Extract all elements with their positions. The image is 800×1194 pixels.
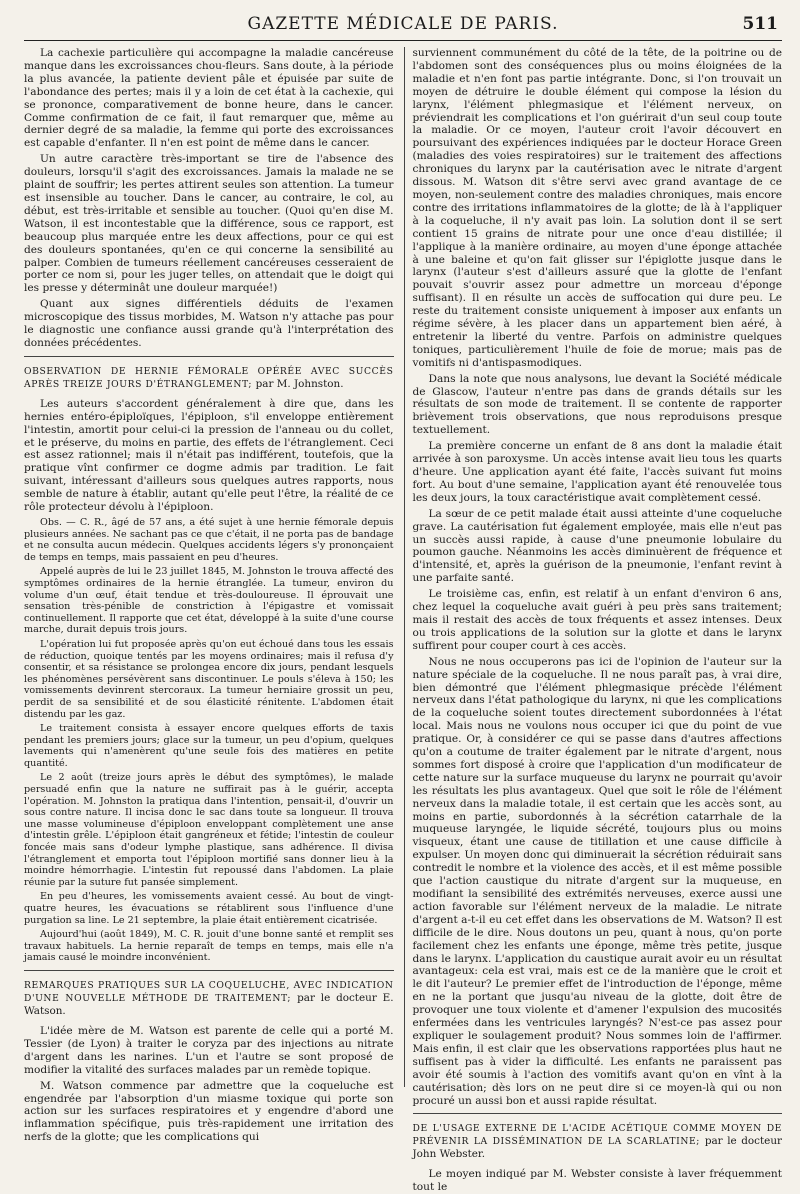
paragraph: Le troisième cas, enfin, est relatif à un enfant d'environ 6 ans, chez lequel la coqueluche avait guéri à peu près sans traitement; mais il restait des accès de toux fréquents et assez intenses. Deux ou trois applications de la solution sur la glotte et dans le larynx suffirent pour couper court à ces accès. — [412, 588, 782, 652]
paragraph: La cachexie particulière qui accompagne la maladie cancéreuse manque dans les excroissances chou-fleurs. Sans doute, à la période la plus avancée, la patiente devient pâle et épuisée par suite de l'abondance des pertes; mais il y a loin de cet état à la cachexie, qui se prononce, comparativement de bonne heure, dans le cancer. Comme confirmation de ce fait, il faut remarquer que, même au dernier degré de sa maladie, la femme qui porte des excroissances est capable d'enfanter. Il n'en est point de même dans le cancer. — [24, 47, 394, 150]
paragraph: Nous ne nous occuperons pas ici de l'opinion de l'auteur sur la nature spéciale de la coqueluche. Il ne nous paraît pas, à vrai dire, bien démontré que l'élément phlegmasique précède l'élément nerveux dans l'état pathologique du larynx, ni que les complications de la coqueluche soient toutes directement subordonnées à l'état local. Mais nous ne voulons nous occuper ici que du point de vue pratique. Or, à considérer ce qui se passe dans d'autres affections qu'on a coutume de traiter également par le nitrate d'argent, nous sommes fort disposé à croire que l'application d'un modificateur de cette nature sur la surface muqueuse du larynx ne pourrait qu'avoir les résultats les plus avantageux. Quel que soit le rôle de l'élément nerveux dans la maladie totale, il est certain que les accès sont, au moins en partie, subordonnés à la sécrétion catarrhale de la muqueuse laryngée, le liquide sécrété, toujours plus ou moins visqueux, étant une cause de titillation et une cause difficile à expulser. Un moyen donc qui diminuerait la sécrétion réduirait sans contredit le nombre et la violence des accès, et il est même possible que l'action caustique du nitrate d'argent sur la muqueuse, en modifiant la sensibilité des extrémités nerveuses, exerce aussi une action favorable sur l'élément nerveux de la maladie. Le nitrate d'argent a-t-il eu cet effet dans les observations de M. Watson? Il est difficile de le dire. Nous doutons un peu, quant à nous, qu'on porte facilement chez les enfants une éponge, même très petite, jusque dans le larynx. L'application du caustique aurait avoir eu un résultat avantageux: cela est vrai, mais est ce de la manière que le croit et le dit l'auteur? Le premier effet de l'introduction de l'éponge, même en ne la portant que jusqu'au niveau de la glotte, doit être de provoquer une toux violente et d'amener l'expulsion des mucosités enfermées dans les ventricules laryngés? N'est-ce pas assez pour expliquer le soulagement produit? Nous sommes loin de l'affirmer. Mais enfin, il est clair que les observations rapportées plus haut ne suffisent pas à vider la difficulté. Les enfants ne paraissent pas avoir été soumis à l'action des vomitifs avant qu'on en vînt à la cautérisation; dès lors on ne peut dire si ce moyen-là qui ou non procuré un aussi bon et aussi rapide résultat. — [412, 655, 782, 1107]
section-heading-scarlatine — [413, 1123, 783, 1161]
paragraph: Quant aux signes différentiels déduits de l'examen microscopique des tissus morbides, M. Watson n'y attache pas pour le diagnostic une confiance aussi grande qu'à l'interprétation des données précédentes. — [24, 298, 394, 349]
section-byline: par le docteur E. Watson. — [24, 991, 394, 1017]
section-byline: par M. Johnston. — [255, 377, 344, 390]
observation-paragraph: Le traitement consista à essayer encore quelques efforts de taxis pendant les premiers jours; glace sur la tumeur, un peu d'opium, quelques lavements qui n'amenèrent qu'une seule fois des matières en petite quantité. — [24, 723, 394, 769]
running-title: GAZETTE MÉDICALE DE PARIS. — [247, 14, 559, 34]
observation-paragraph: Appelé auprès de lui le 23 juillet 1845, M. Johnston le trouva affecté des symptômes ordinaires de la hernie étranglée. La tumeur, environ du volume d'un œuf, était tendue et très-douloureuse. Il éprouvait une sensation très-pénible de constriction à l'épigastre et vomissait continuellement. Il rapporte que cet état, développé à la suite d'une course marche, durait depuis trois jours. — [24, 566, 394, 636]
paragraph: M. Watson commence par admettre que la coqueluche est engendrée par l'absorption d'un miasme toxique qui porte son action sur les surfaces respiratoires et y engendre d'abord une inflammation spécifique, puis très-rapidement une irritation des nerfs de la glotte; que les complications qui — [24, 1079, 394, 1144]
page-number: 511 — [742, 14, 778, 34]
paragraph: surviennent communément du côté de la tête, de la poitrine ou de l'abdomen sont des conséquences plus ou moins éloignées de la maladie et n'en font pas partie intégrante. Donc, si l'on trouvait un moyen de détruire le double élément qui compose la lésion du larynx, l'élément phlegmasique et l'élément nerveux, on préviendrait les complications et l'on guérirait d'un seul coup toute la maladie. Or ce moyen, l'auteur croit l'avoir découvert en poursuivant des expériences indiquées par le docteur Horace Green (maladies des voies respiratoires) sur le traitement des affections chroniques du larynx par la cautérisation avec le nitrate d'argent dissous. M. Watson dit s'être servi avec grand avantage de ce moyen, non-seulement contre des maladies chroniques, mais encore contre des irritations inflammatoires de la glotte; de là à l'appliquer à la coqueluche, il n'y avait pas loin. La solution dont il se sert contient 15 grains de nitrate pour une once d'eau distillée; il l'applique à la manière ordinaire, au moyen d'une éponge attachée à une baleine et qu'on fait glisser sur l'épiglotte jusque dans le larynx (l'auteur s'est d'ailleurs assuré que la glotte de l'enfant pouvait s'ouvrir assez pour admettre un morceau d'éponge suffisant). Il en résulte un accès de suffocation qui dure peu. Le reste du traitement consiste uniquement à imposer aux enfants un régime sévère, à les placer dans un appartement bien aéré, à entretenir la liberté du ventre. Parfois on administre quelques toniques, particulièrement l'huile de foie de morue; mais pas de vomitifs ni d'antispasmodiques. — [412, 47, 782, 369]
paragraph: La première concerne un enfant de 8 ans dont la maladie était arrivée à son paroxysme. Un accès intense avait lieu tous les quarts d'heure. Une application ayant été faite, l'accès suivant fut moins fort. Au bout d'une semaine, l'application ayant été renouvelée tous les deux jours, la toux caractéristique avait complètement cessé. — [412, 440, 782, 504]
observation-paragraph: Obs. — C. R., âgé de 57 ans, a été sujet à une hernie fémorale depuis plusieurs années. Ne sachant pas ce que c'était, il ne porta pas de bandage et ne consulta aucun médecin. Quelques accidents légers s'y prononçaient de temps en temps, mais passaient en peu d'heures. — [24, 517, 394, 563]
observation-paragraph: L'opération lui fut proposée après qu'on eut échoué dans tous les essais de réduction, quoique tentés par les moyens ordinaires; mais il refusa d'y consentir, et sa résistance se prolongea encore dix jours, pendant lesquels les phénomènes persévèrent sans discontinuer. Le pouls s'éleva à 150; les vomissements devinrent stercoraux. La tumeur herniaire grossit un peu, perdit de sa sensibilité et de sou élasticité rénitente. L'abdomen était distendu par les gaz. — [24, 638, 394, 720]
observation-paragraph: Aujourd'hui (août 1849), M. C. R. jouit d'une bonne santé et remplit ses travaux habituels. La hernie reparaît de temps en temps, mais elle n'a jamais causé le moindre inconvénient. — [24, 929, 394, 964]
page-header — [24, 14, 782, 41]
section-divider — [24, 356, 394, 357]
paragraph: L'idée mère de M. Watson est parente de celle qui a porté M. Tessier (de Lyon) à traiter le coryza par des injections au nitrate d'argent dans les narines. L'un et l'autre se sont proposé de modifier la vitalité des surfaces malades par un remède topique. — [24, 1024, 394, 1076]
paragraph: Les auteurs s'accordent généralement à dire que, dans les hernies entéro-épiploïques, l'épiploon, s'il enveloppe entièrement l'intestin, amortit pour celui-ci la pression de l'anneau ou du collet, et le préserve, du moins en partie, des effets de l'étranglement. Ceci est assez rationnel; mais il n'était pas indifférent, toutefois, que la pratique vînt confirmer ce dogme admis par tradition. Le fait suivant, intéressant d'ailleurs sous quelques autres rapports, nous semble de nature à établir, autant qu'elle peut l'être, la réalité de ce rôle protecteur dévolu à l'épiploon. — [24, 397, 394, 514]
paragraph: La sœur de ce petit malade était aussi atteinte d'une coqueluche grave. La cautérisation fut également employée, mais elle n'eut pas un succès aussi rapide, à cause d'une pneumonie lobulaire du poumon gauche. Néanmoins les accès diminuèrent de fréquence et d'intensité, et, après la guérison de la pneumonie, l'enfant revint à une parfaite santé. — [412, 507, 782, 585]
section-heading-coqueluche — [24, 980, 394, 1018]
section-title: OBSERVATION DE HERNIE FÉMORALE OPÉRÉE AVEC SUCCÈS APRÈS TREIZE JOURS D'ÉTRANGLEMENT; — [24, 365, 394, 390]
section-byline: par le docteur John Webster. — [412, 1135, 782, 1161]
section-divider — [24, 970, 394, 971]
section-divider — [413, 1113, 783, 1114]
section-heading-hernie — [24, 366, 394, 391]
text-columns — [24, 47, 782, 1194]
left-column — [24, 47, 394, 1144]
section-title: DE L'USAGE EXTERNE DE L'ACIDE ACÉTIQUE COMME MOYEN DE PRÉVENIR LA DISSÉMINATION DE LA SCARLATINE; — [412, 1123, 782, 1148]
paragraph: Un autre caractère très-important se tire de l'absence des douleurs, lorsqu'il s'agit des excroissances. Jamais la malade ne se plaint de souffrir; les pertes attirent seules son attention. La tumeur est insensible au toucher. Dans le cancer, au contraire, le col, au début, est très-irritable et sensible au toucher. (Quoi qu'en dise M. Watson, il est incontestable que la différence, sous ce rapport, est beaucoup plus marquée entre les deux affections, pour ce qui est des douleurs spontanées, qu'en ce qui concerne la sensibilité au palper. Combien de tumeurs réellement cancéreuses cesseraient de porter ce nom si, pour les juger telles, on attendait que le doigt qui les presse y déterminât une douleur marquée!) — [24, 153, 394, 295]
section-title: REMARQUES PRATIQUES SUR LA COQUELUCHE, AVEC INDICATION D'UNE NOUVELLE MÉTHODE DE TRAITEMENT; — [24, 979, 394, 1004]
observation-paragraph: En peu d'heures, les vomissements avaient cessé. Au bout de vingt-quatre heures, les évacuations se rétablirent sous l'influence d'une purgation sa line. Le 21 septembre, la plaie était entièrement cicatrisée. — [24, 891, 394, 926]
right-column — [404, 47, 783, 1194]
paragraph: Le moyen indiqué par M. Webster consiste à laver fréquemment tout le — [412, 1168, 782, 1194]
paragraph: Dans la note que nous analysons, lue devant la Société médicale de Glascow, l'auteur n'entre pas dans de grands détails sur les résultats de son mode de traitement. Il se contente de rapporter brièvement trois observations, que nous reproduisons presque textuellement. — [412, 372, 782, 437]
observation-paragraph: Le 2 août (treize jours après le début des symptômes), le malade persuadé enfin que la nature ne suffirait pas à le guérir, accepta l'opération. M. Johnston la pratiqua dans l'intention, pensait-il, d'ouvrir un sous contre nature. Il incisa donc le sac dans toute sa longueur. Il trouva une masse volumineuse d'épiploon enveloppant complètement une anse d'intestin grêle. L'épiploon était gangréneux et fétide; l'intestin de couleur foncée mais sans d'odeur lymphe plastique, sans adhérence. Il divisa l'étranglement et emporta tout l'épiploon mortifié sans donner lieu à la moindre hémorrhagie. L'intestin fut repoussé dans l'abdomen. La plaie réunie par la suture fut pansée simplement. — [24, 772, 394, 888]
